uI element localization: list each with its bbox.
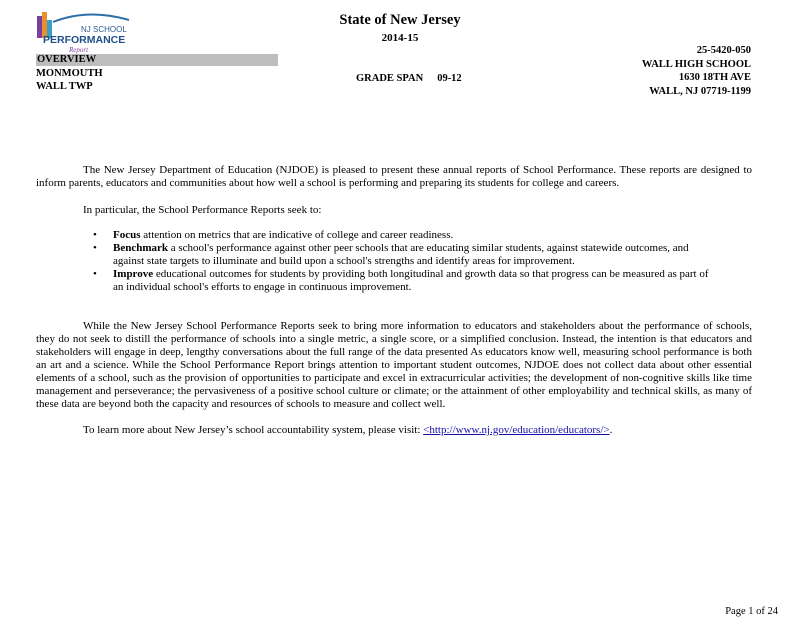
county-name: MONMOUTH xyxy=(36,68,103,79)
grade-span-value: 09-12 xyxy=(437,73,462,84)
logo-line3: Report xyxy=(69,46,89,54)
list-item-bold: Improve xyxy=(113,268,154,280)
list-item-text: attention on metrics that are indicative of college and career readiness. xyxy=(140,229,454,241)
district-name: WALL TWP xyxy=(36,81,93,92)
list-item-bold: Benchmark xyxy=(113,242,168,254)
school-year: 2014-15 xyxy=(381,32,419,44)
intro-paragraph: The New Jersey Department of Education (NJDOE) is pleased to present these annual reports of School Performance. These reports are designed to inform parents, educators and communities about how well a school is performing and preparing its students for college and careers. xyxy=(36,164,752,189)
state-title: State of New Jersey xyxy=(339,12,461,28)
school-name: WALL HIGH SCHOOL xyxy=(641,58,751,70)
address-line2: WALL, NJ 07719-1199 xyxy=(649,85,751,97)
school-info xyxy=(642,44,751,98)
learn-more-paragraph xyxy=(36,424,752,437)
logo-line2: PERFORMANCE xyxy=(43,34,126,46)
learn-more-end: . xyxy=(609,424,613,436)
logo-line1: NJ SCHOOL xyxy=(81,25,127,34)
list-item-text: a school's performance against other peer schools that are educating similar students, against statewide outcomes, and against state targets to illuminate and build upon a school's strengths and identify areas for improvement. xyxy=(113,242,689,267)
list-item xyxy=(113,268,752,294)
address-line1: 1630 18TH AVE xyxy=(678,72,751,83)
overview-content xyxy=(36,164,752,437)
grade-span xyxy=(356,73,462,84)
section-title: OVERVIEW xyxy=(37,54,97,65)
list-item xyxy=(113,229,752,242)
school-code: 25-5420-050 xyxy=(696,45,751,56)
list-item xyxy=(113,242,752,268)
learn-more-text: To learn more about New Jersey’s school accountability system, please visit: xyxy=(83,424,424,436)
grade-span-label: GRADE SPAN xyxy=(356,73,424,84)
section-bar xyxy=(36,54,278,66)
list-item-text: educational outcomes for students by providing both longitudinal and growth data so that progress can be measured as part of an individual school's efforts to engage in continuous improvement. xyxy=(113,268,709,293)
goals-list xyxy=(36,229,752,294)
page-number: Page 1 of 24 xyxy=(725,606,778,617)
body-paragraph: While the New Jersey School Performance Reports seek to bring more information to educators and stakeholders about the performance of schools, they do not seek to distill the performance of schools into a single metric, a single score, or a simplified conclusion. Instead, the intention is that educators and stakeholders will engage in deep, lengthy conversations about the full range of the data presented As educators know well, measuring school performance is both an art and a science. While the School Performance Report brings attention to important student outcomes, NJDOE does not collect data about other essential elements of a school, such as the provision of opportunities to participate and excel in extracurricular activities; the development of non-cognitive skills like time management and perseverance; the pervasiveness of a positive school culture or climate; or the attainment of other employability and technical skills, as many of these data are beyond both the capacity and resources of schools to measure and collect well. xyxy=(36,320,752,410)
accountability-link[interactable]: <http://www.nj.gov/education/educators/> xyxy=(423,424,610,436)
particular-paragraph: In particular, the School Performance Reports seek to: xyxy=(83,204,322,216)
list-item-bold: Focus xyxy=(113,229,141,241)
